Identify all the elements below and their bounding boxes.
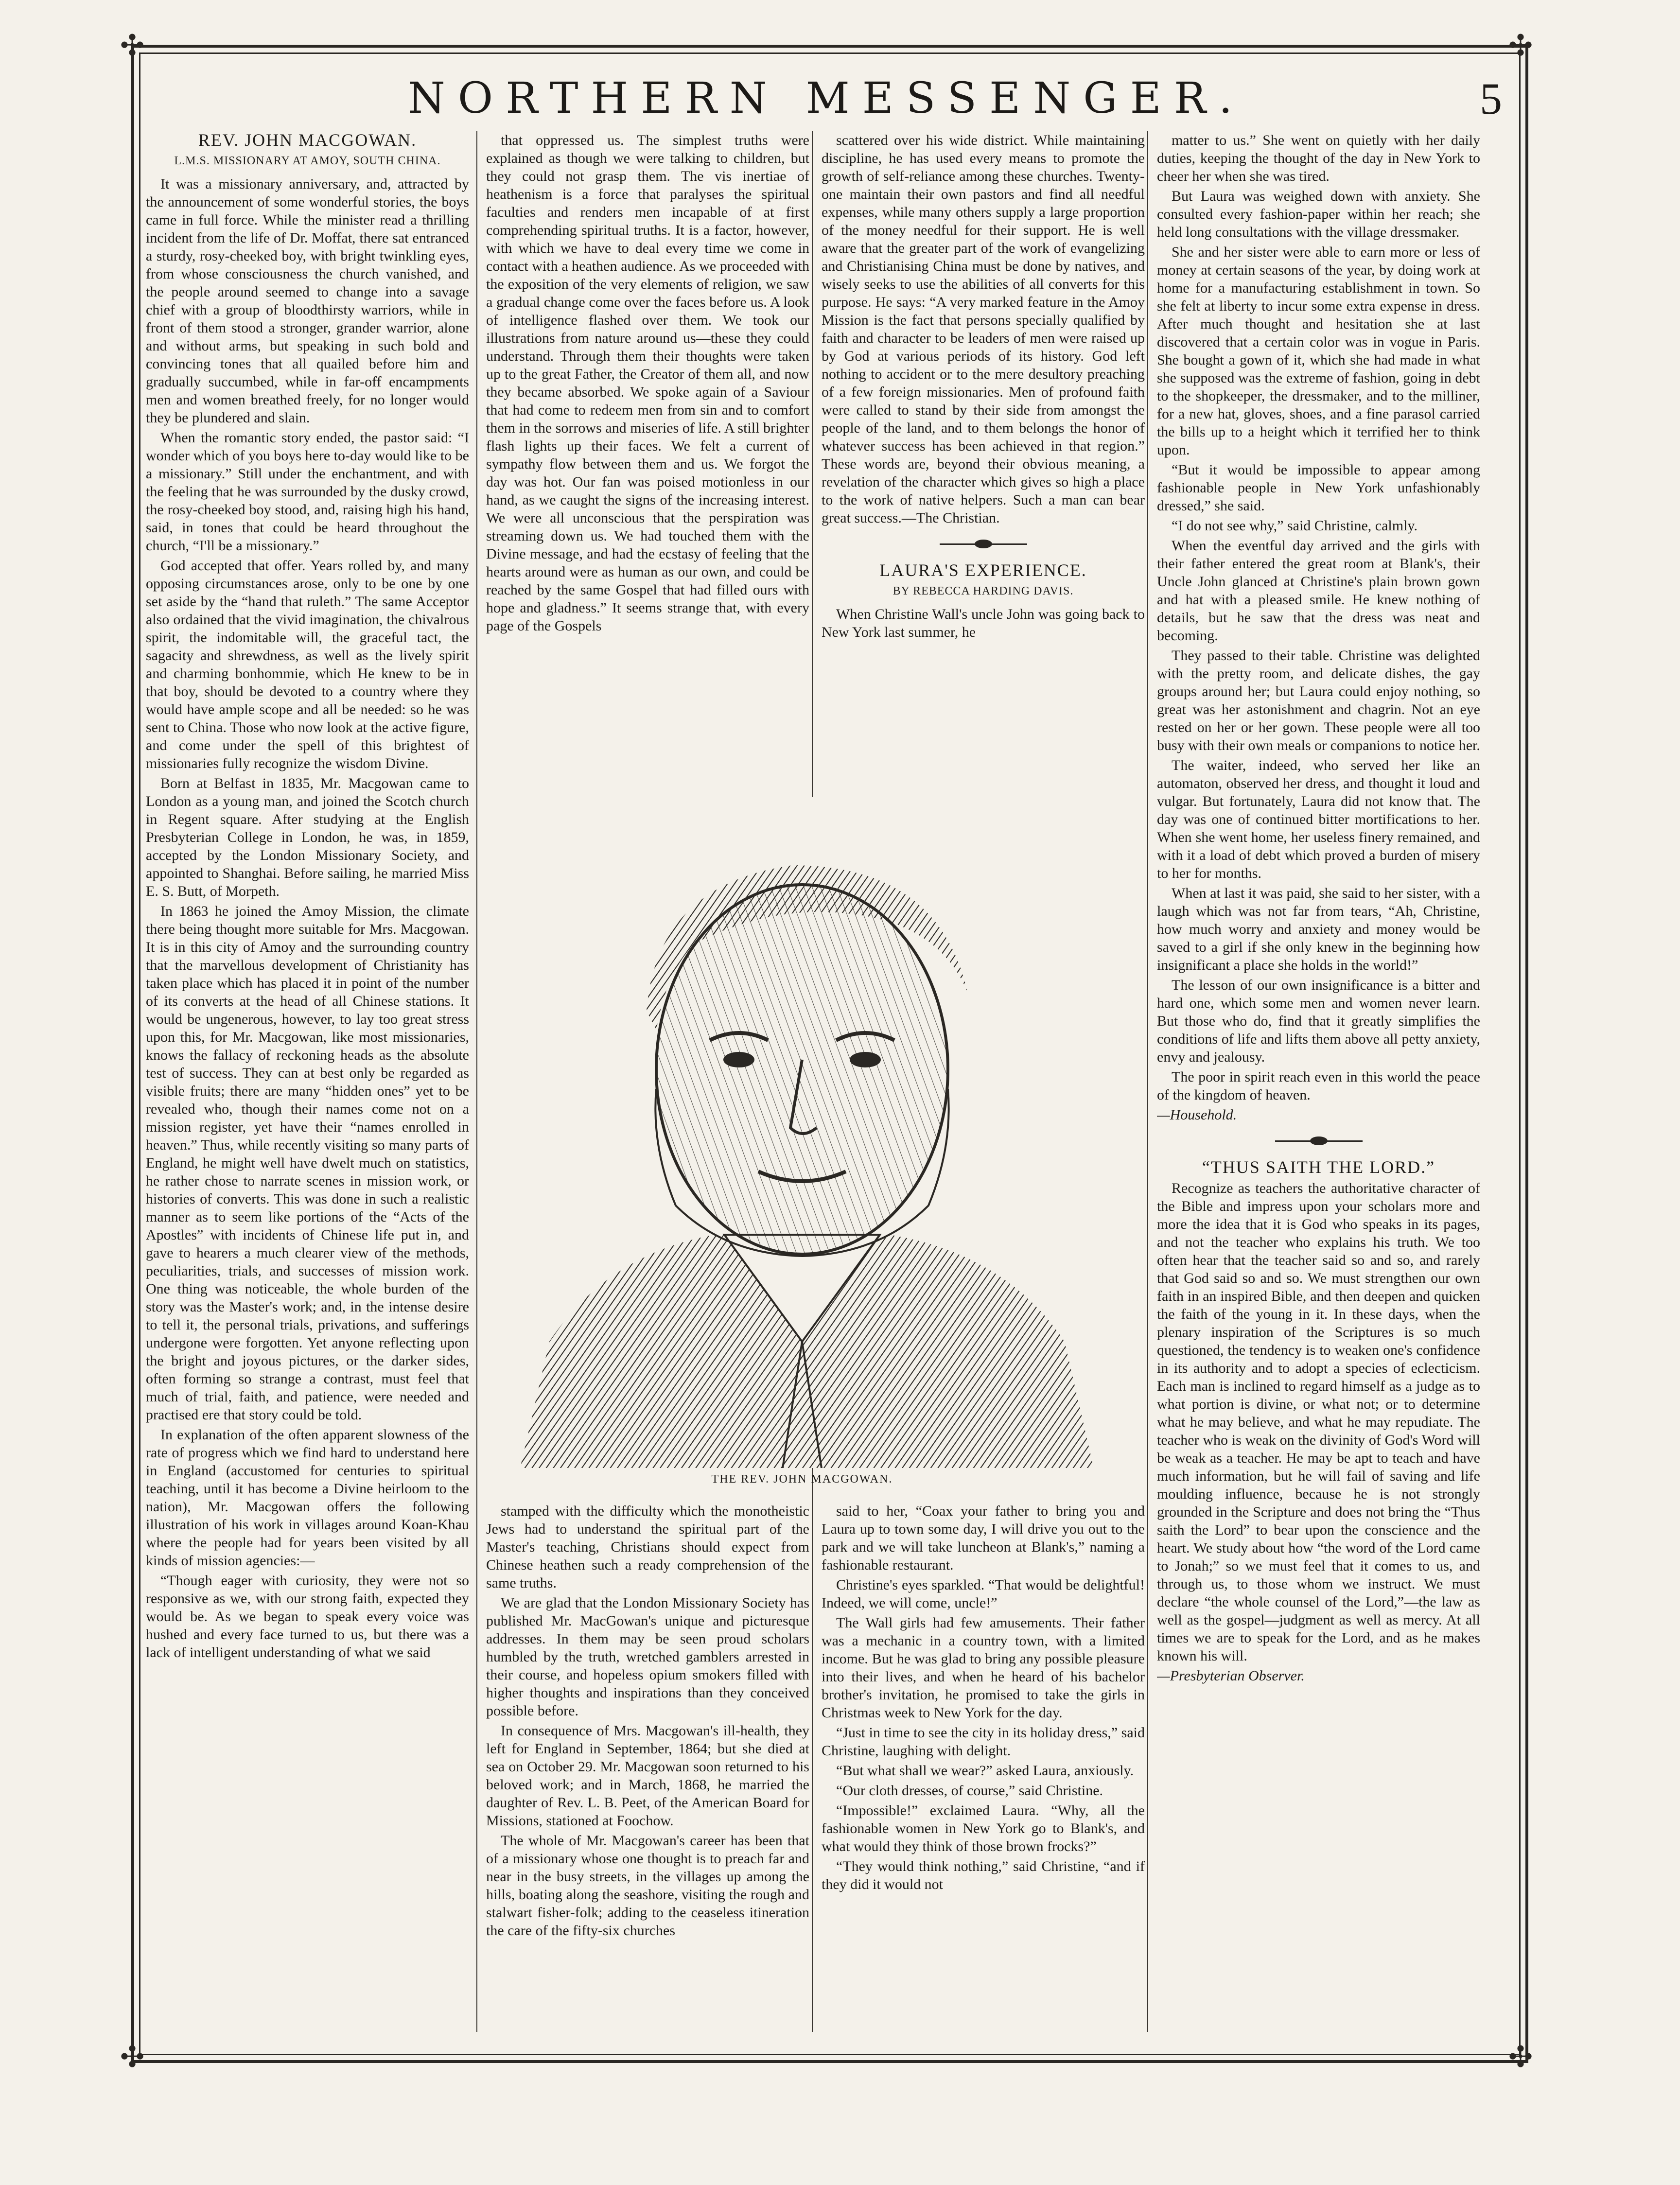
- masthead: [146, 73, 1507, 126]
- paragraph: “Just in time to see the city in its holiday dress,” said Christine, laughing with delight.: [822, 1725, 1145, 1759]
- paragraph: said to her, “Coax your father to bring you and Laura up to town some day, I will drive you out to the park and we will take luncheon at Blank's,” naming a fashionable restaurant.: [822, 1503, 1145, 1573]
- column-rule: [1147, 131, 1148, 2032]
- paragraph: “I do not see why,” said Christine, calmly.: [1172, 518, 1418, 534]
- headline-macgowan: REV. JOHN MACGOWAN.: [198, 131, 417, 150]
- column-4: [1157, 131, 1480, 2032]
- paragraph: When Christine Wall's uncle John was going back to New York last summer, he: [822, 606, 1145, 640]
- paragraph: matter to us.” She went on quietly with her daily duties, keeping the thought of the day in New York to cheer her when she was tired.: [1157, 132, 1480, 184]
- paragraph: The waiter, indeed, who served her like an automaton, observed her dress, and thought it loud and vulgar. But fortunately, Laura did not know that. The day was one of continued bitter mortifications to her. When she went home, her useless finery remained, and with it a load of debt which proved a burden of misery to her for months.: [1157, 757, 1480, 881]
- article-body: [1157, 131, 1480, 1104]
- article-body: [822, 1502, 1145, 1893]
- paragraph: When at last it was paid, she said to her sister, with a laugh which was not far from tears, “Ah, Christine, how much worry and anxiety and money would be saved to a girl if she only knew in the beginning how insignificant a place she holds in the world!”: [1157, 885, 1480, 973]
- paragraph: When the romantic story ended, the pastor said: “I wonder which of you boys here to-day would like to be a missionary.” Still under the enchantment, and with the feeling that he was surrounded by the dusky crowd, the rosy-cheeked boy stood, and, raising high his hand, said, in tones that could be heard throughout the church, “I'll be a missionary.”: [146, 430, 469, 554]
- page-number: 5: [1480, 74, 1502, 123]
- paragraph: But Laura was weighed down with anxiety. She consulted every fashion-paper within her reach; she held long consultations with the village dressmaker.: [1157, 188, 1480, 240]
- paragraph: “They would think nothing,” said Christine, “and if they did it would not: [822, 1858, 1145, 1892]
- paragraph: The Wall girls had few amusements. Their father was a mechanic in a country town, with a limited income. But he was glad to bring any possible pleasure into their lives, and when he heard of his bachelor brother's invitation, he promised to take the girls in Christmas week to New York for the day.: [822, 1615, 1145, 1721]
- paragraph: When the eventful day arrived and the girls with their father entered the great room at Blank's, their Uncle John glanced at Christine's plain brown gown and hat with a pleased smile. He knew nothing of details, but he saw that the dress was neat and becoming.: [1157, 538, 1480, 644]
- paragraph: Born at Belfast in 1835, Mr. Macgowan came to London as a young man, and joined the Scotch church in Regent square. After studying at the English Presbyterian College in London, he was, in 1859, accepted by the London Missionary Society, and appointed to Shanghai. Before sailing, he married Miss E. S. Butt, of Morpeth.: [146, 775, 469, 899]
- paragraph: The lesson of our own insignificance is a bitter and hard one, which some men and women never learn. But those who do, find that it greatly simplifies the conditions of life and lifts them above all petty anxiety, envy and jealousy.: [1157, 977, 1480, 1065]
- paragraph: stamped with the difficulty which the monotheistic Jews had to understand the spiritual part of the Master's teaching, Christians should expect from Chinese heathen such a ready comprehension of the same truths.: [486, 1503, 809, 1591]
- section-divider: [940, 543, 1027, 545]
- paragraph: We are glad that the London Missionary Society has published Mr. MacGowan's unique and picturesque addresses. In them may be seen proud scholars humbled by the truth, wretched gamblers arrested in their course, and hopeless opium smokers filled with higher thoughts and inspirations than they conceived possible before.: [486, 1595, 809, 1719]
- headline-thus-saith: “THUS SAITH THE LORD.”: [1202, 1157, 1435, 1177]
- attribution: —Presbyterian Observer.: [1157, 1668, 1305, 1684]
- column-2-lower: [486, 1502, 809, 2032]
- paragraph: In consequence of Mrs. Macgowan's ill-health, they left for England in September, 1864; but she died at sea on October 29. Mr. Macgowan soon returned to his beloved work; and in March, 1868, he married the daughter of Rev. L. B. Peet, of the American Board for Missions, stationed at Foochow.: [486, 1723, 809, 1829]
- column-3-lower: [822, 1502, 1145, 2032]
- masthead-title: NORTHERN MESSENGER.: [407, 73, 1245, 123]
- paragraph: She and her sister were able to earn more or less of money at certain seasons of the year, by doing work at home for a manufacturing establishment in town. So she felt at liberty to incur some extra expense in dress. After much thought and hesitation she at last discovered that a certain color was in vogue in Paris. She bought a gown of it, which she had made in what she supposed was the extreme of fashion, going in debt to the shopkeeper, the dressmaker, and to the milliner, for a new hat, gloves, shoes, and a fine parasol carried the bills up to a height which it terrified her to think upon.: [1157, 244, 1480, 458]
- paragraph: The poor in spirit reach even in this world the peace of the kingdom of heaven.: [1157, 1069, 1480, 1103]
- portrait-caption: THE REV. JOHN MACGOWAN.: [711, 1473, 893, 1486]
- paragraph: that oppressed us. The simplest truths were explained as though we were talking to children, but they could not grasp them. The vis inertiae of heathenism is a force that paralyses the spiritual faculties and renders men incapable of at first comprehending spiritual truths. It is a factor, however, with which we have to deal every time we come in contact with a heathen audience. As we proceeded with the exposition of the very elements of religion, we saw a gradual change come over the faces before us. A look of intelligence flashed over them. We took our illustrations from nature around us—these they could understand. Through them their thoughts were taken up to the great Father, the Creator of them all, and now they became absorbed. We spoke again of a Saviour that had come to redeem men from sin and to comfort them in the sorrows and miseries of life. A still brighter flash lights up their faces. We felt a current of sympathy flow between them and us. We forgot the day was hot. Our fan was poised motionless in our hand, as we caught the signs of the increasing interest. We were all unconscious that the perspiration was streaming down us. We had touched them with the Divine message, and had the ecstasy of feeling that the hearts around were as human as our own, and could be reached by the same Gospel that had filled ours with hope and gladness.” It seems strange that, with every page of the Gospels: [486, 132, 809, 634]
- section-divider: [1275, 1140, 1363, 1142]
- column-2-upper: [486, 131, 809, 783]
- paragraph: In 1863 he joined the Amoy Mission, the climate there being thought more suitable for Mrs. Macgowan. It is in this city of Amoy and the surrounding country that the marvellous development of Christianity has taken place which has placed it in point of the number of its converts at the head of all Chinese stations. It would be ungenerous, however, to lay too great stress upon this, for Mr. Macgowan, like most missionaries, knows the fallacy of reckoning heads as the absolute test of success. They can at best only be regarded as visible fruits; there are many “hidden ones” yet to be revealed who, though their names come not on a mission register, yet have their “names enrolled in heaven.” Thus, while recently visiting so many parts of England, he might well have dwelt much on statistics, he rather chose to narrate scenes in mission work, or histories of converts. This was done in such a realistic manner as to seem like portions of the “Acts of the Apostles” with incidents of Chinese life put in, and gave to hearers a much clearer view of the methods, peculiarities, trials, and successes of mission work. One thing was noticeable, the whole burden of the story was the Master's work; and, in the intense desire to tell it, the personal trials, privations, and sufferings undergone were forgotten. Yet anyone reflecting upon the bright and joyous pictures, or the darker sides, often forming so strange a contrast, must feel that much of trial, faith, and patience, were needed and practised ere that story could be told.: [146, 903, 469, 1423]
- paragraph: The whole of Mr. Macgowan's career has been that of a missionary whose one thought is to preach far and near in the busy streets, in the villages up among the hills, boating along the seashore, visiting the rough and stalwart fisher-folk; adding to the ceaseless itineration the care of the fifty-six churches: [486, 1833, 809, 1939]
- corner-ornament: ✣: [1508, 2041, 1533, 2073]
- article-body: [822, 131, 1145, 527]
- article-body: [486, 1502, 809, 1940]
- portrait-engraving: [481, 797, 1123, 1468]
- subhead-macgowan: L.M.S. MISSIONARY AT AMOY, SOUTH CHINA.: [174, 155, 441, 167]
- column-rule: [476, 131, 477, 2032]
- article-body: [146, 175, 469, 1661]
- paragraph: God accepted that offer. Years rolled by, and many opposing circumstances arose, only to be one by one set aside by the “hand that ruleth.” The same Acceptor also ordained that the vivid imagination, the chivalrous spirit, the indomitable will, the graceful tact, the sagacity and shrewdness, as well as the lively spirit and charming bonhommie, which He knew to be in that boy, should be devoted to a country where they would have ample scope and all be needed: so he was sent to China. Those who now look at the active figure, and come under the spell of this brightest of missionaries fully recognize the wisdom Divine.: [146, 558, 469, 771]
- paragraph: “But what shall we wear?” asked Laura, anxiously.: [836, 1763, 1134, 1779]
- column-3-upper: [822, 131, 1145, 783]
- paragraph: “Impossible!” exclaimed Laura. “Why, all the fashionable women in New York go to Blank's, and what would they think of those brown frocks?”: [822, 1802, 1145, 1854]
- paragraph: “Our cloth dresses, of course,” said Christine.: [836, 1783, 1103, 1799]
- corner-ornament: ✣: [120, 2041, 145, 2073]
- paragraph: “But it would be impossible to appear among fashionable people in New York unfashionably dressed,” she said.: [1157, 462, 1480, 514]
- corner-ornament: ✣: [120, 30, 145, 62]
- byline-laura: BY REBECCA HARDING DAVIS.: [892, 585, 1074, 597]
- column-1: [146, 131, 469, 2032]
- paragraph: It was a missionary anniversary, and, attracted by the announcement of some wonderful stories, the boys came in full force. While the minister read a thrilling incident from the life of Dr. Moffat, there sat entranced a sturdy, rosy-cheeked boy, with bright twinkling eyes, from whose consciousness the church vanished, and the people around seemed to change into a savage chief with a group of bloodthirsty warriors, while in front of them stood a stronger, grander warrior, alone and without arms, but speaking in such bold and convincing tones that all quailed before him and gradually succumbed, while in far-off encampments men and women breathed freely, for no longer would they be plundered and slain.: [146, 176, 469, 426]
- paragraph: “Though eager with curiosity, they were not so responsive as we, with our strong faith, expected they would be. As we began to speak every voice was hushed and every face turned to us, but there was a lack of intelligent understanding of what we said: [146, 1573, 469, 1661]
- article-body: [1157, 1179, 1480, 1665]
- paragraph: Recognize as teachers the authoritative character of the Bible and impress upon your scholars more and more the idea that it is God who speaks in its pages, and not the teacher who explains his truth. We too often hear that the teacher said so and so, and rarely that God said so and so. We must strengthen our own faith in an inspired Bible, and then deepen and quicken the faith of the young in it. In these days, when the plenary inspiration of the Scriptures is so much questioned, the tendency is to weaken one's confidence in its authority and to adopt a species of eclecticism. Each man is inclined to regard himself as a judge as to what portion is divine, or what not; or to determine what he may believe, and what he may repudiate. The teacher who is weak on the divinity of God's Word will be weak as a teacher. He may be apt to teach and have much information, but he will fail of saving and life moulding influence, because he is not strongly grounded in the Scripture and does not bring the “Thus saith the Lord” to bear upon the conscience and the heart. We study about how “the word of the Lord came to Jonah;” so we must feel that it comes to us, and through us, to those whom we instruct. We must declare “the whole counsel of the Lord,”—the law as well as the gospel—judgment as well as mercy. At all times we are to speak for the Lord, and as he makes known his will.: [1157, 1180, 1480, 1664]
- corner-ornament: ✣: [1508, 30, 1533, 62]
- paragraph: scattered over his wide district. While maintaining discipline, he has used every means to promote the growth of self-reliance among these churches. Twenty-one maintain their own pastors and find all needful expenses, while many others supply a large proportion of the money needful for their support. He is well aware that the greater part of the work of evangelizing and Christianising China must be done by natives, and wisely seeks to use the abilities of all converts for this purpose. He says: “A very marked feature in the Amoy Mission is the fact that persons specially qualified by faith and character to be leaders of men were raised up by God at various periods of its history. God left nothing to accident or to the mere desultory preaching of a few foreign missionaries. Men of profound faith were called to stand by their side from amongst the people of the land, and to them belongs the honor of whatever success has been achieved in that region.” These words are, beyond their obvious meaning, a revelation of the character which gives so high a place to the work of native helpers. Such a man can bear great success.—The Christian.: [822, 132, 1145, 526]
- paragraph: In explanation of the often apparent slowness of the rate of progress which we find hard to understand here in England (accustomed for centuries to spiritual teaching, until it has become a Divine heirloom to the nation), Mr. Macgowan offers the following illustration of his work in villages around Koan-Khau where the people had for years been visited by all kinds of mission agencies:—: [146, 1427, 469, 1569]
- paragraph: They passed to their table. Christine was delighted with the pretty room, and delicate dishes, the gay groups around her; but Laura could enjoy nothing, so great was her astonishment and chagrin. Not an eye rested on her or her gown. These people were all too busy with their own meals or companions to notice her.: [1157, 647, 1480, 753]
- paragraph: Christine's eyes sparkled. “That would be delightful! Indeed, we will come, uncle!”: [822, 1577, 1145, 1611]
- attribution: —Household.: [1157, 1107, 1237, 1123]
- portrait-image: [481, 797, 1123, 1468]
- headline-laura: LAURA'S EXPERIENCE.: [879, 560, 1087, 580]
- article-body: [486, 131, 809, 635]
